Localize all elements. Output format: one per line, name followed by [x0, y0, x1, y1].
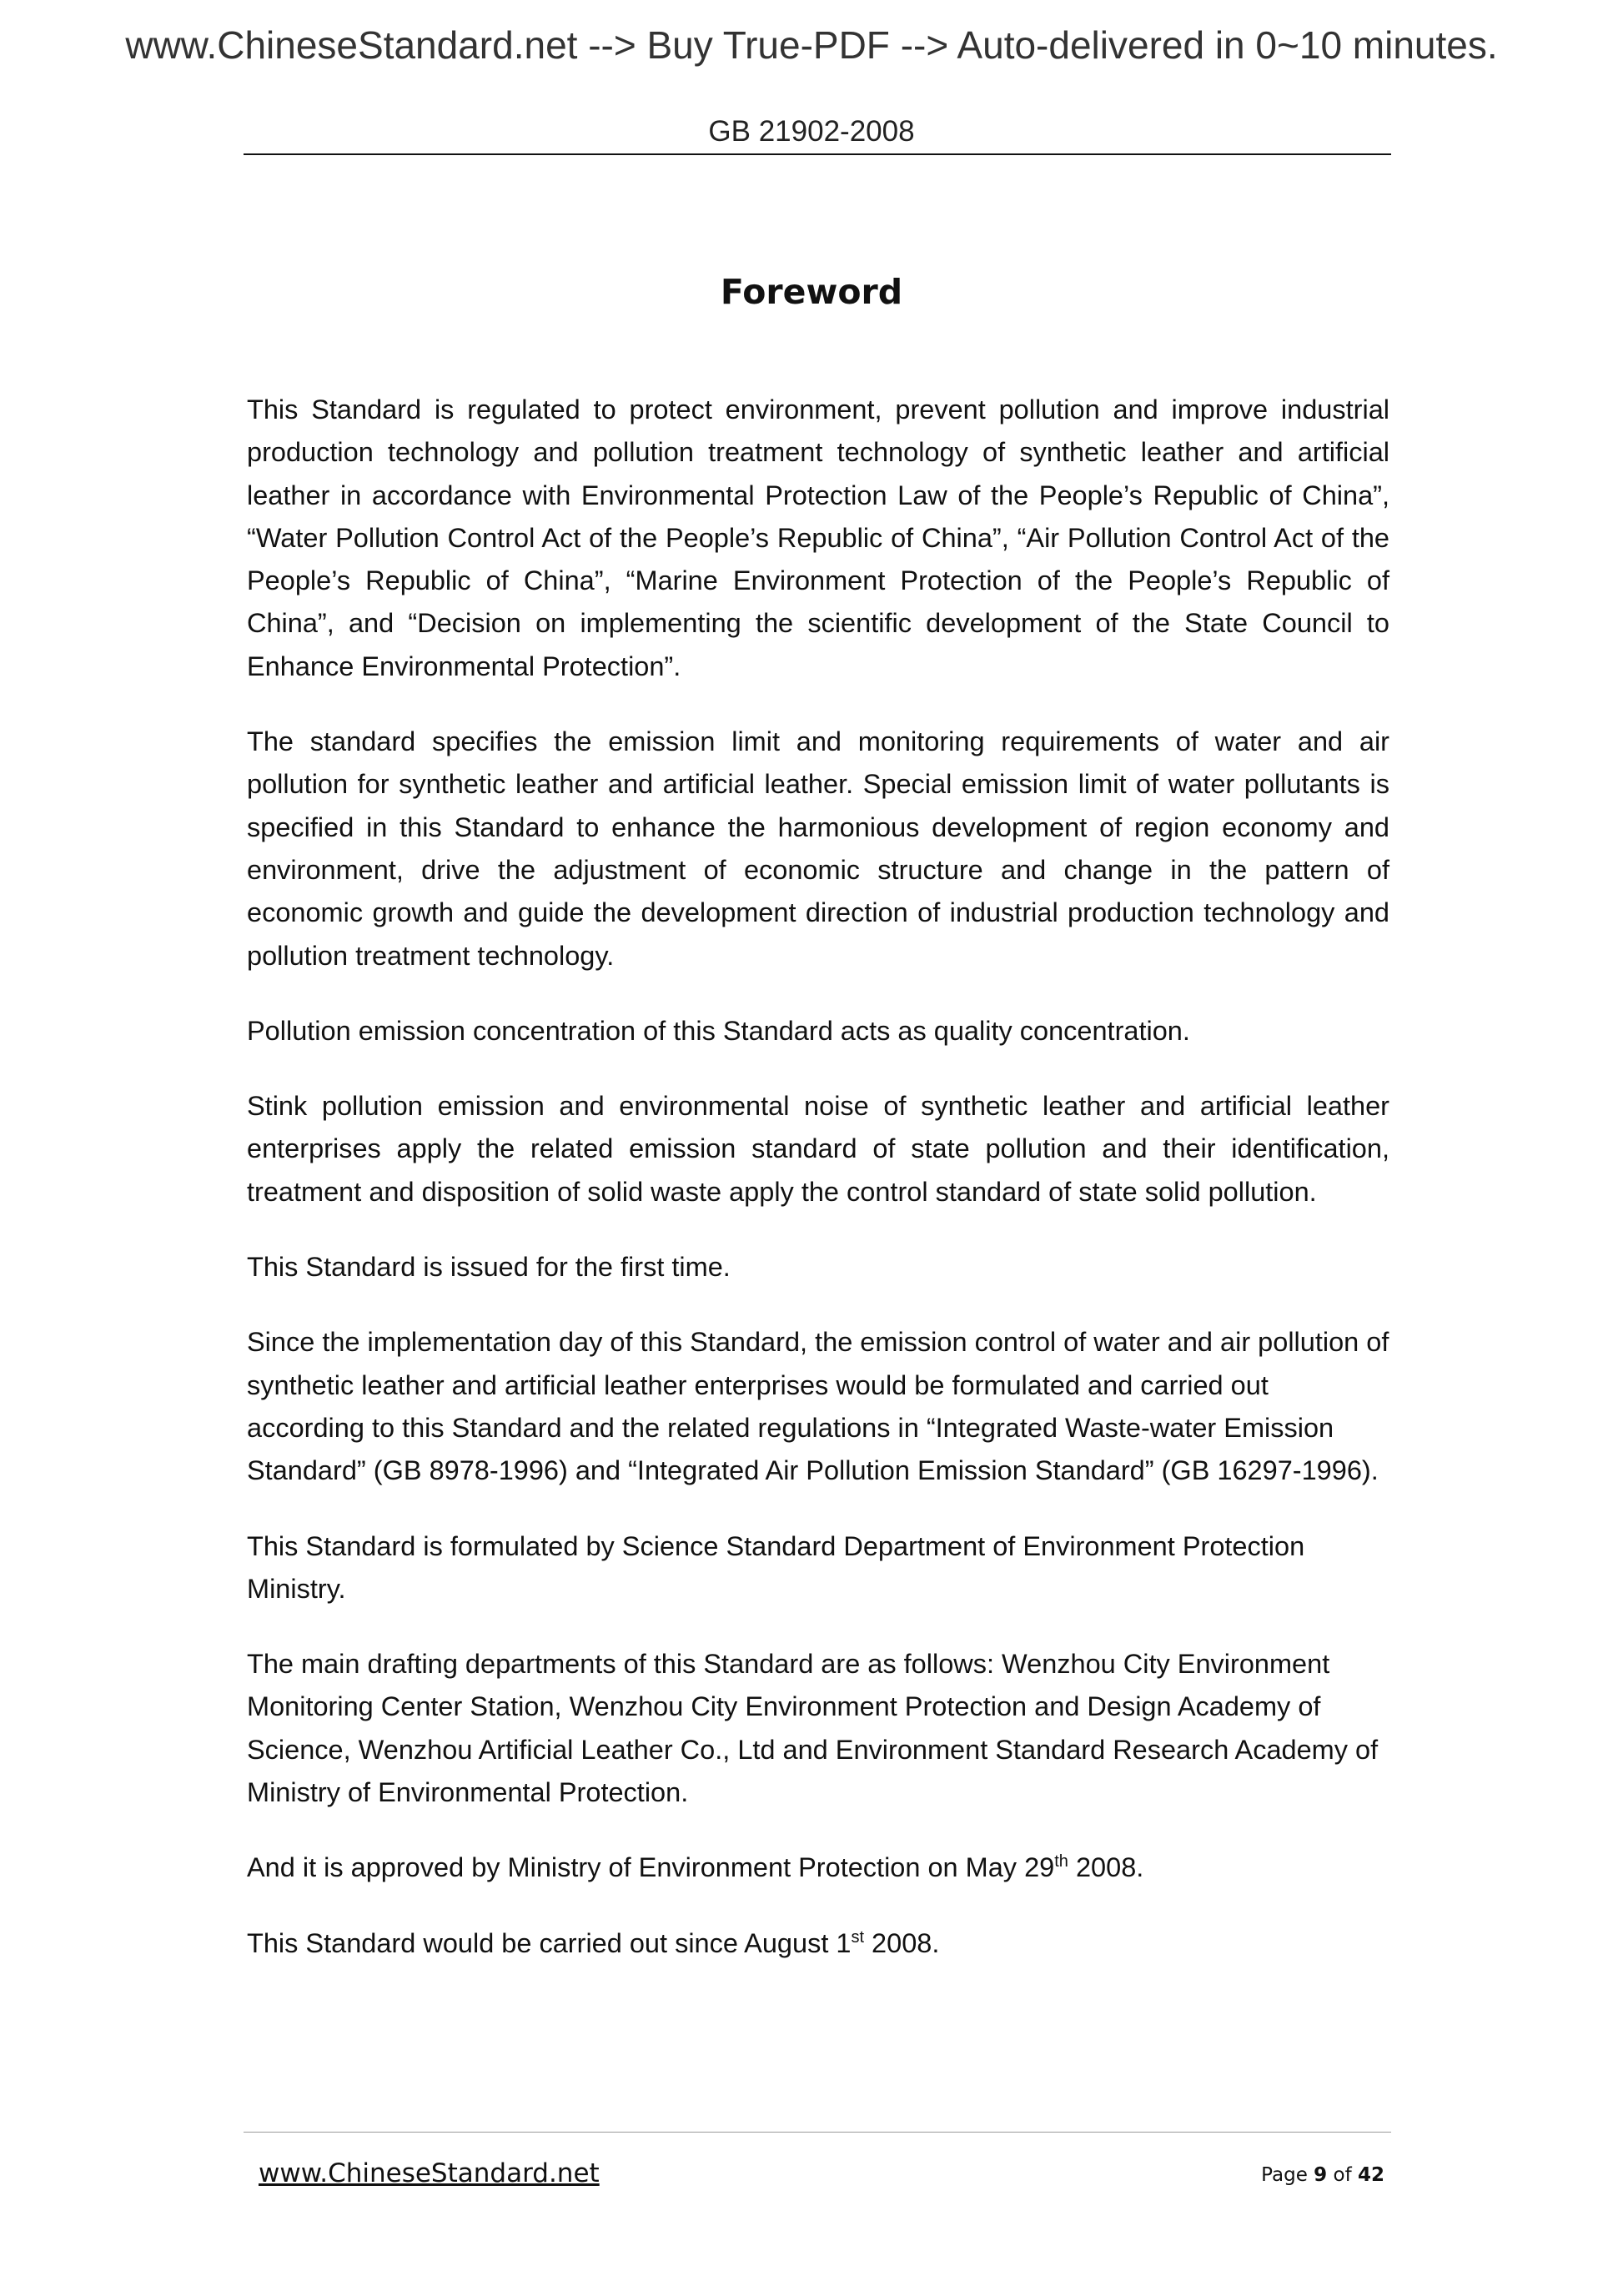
- page-current: 9: [1314, 2164, 1328, 2186]
- approval-ordinal: th: [1054, 1852, 1068, 1871]
- effective-ordinal: st: [851, 1927, 865, 1947]
- paragraph-implementation: Since the implementation day of this Standard, the emission control of water and air pollution of synthetic leather and artificial leather enterprises would be formulated and carried out according to this Standard and the related regulations in “Integrated Waste-water Emission Standard” (GB 8978-1996) and “Integrated Air Pollution Emission Standard” (GB 16297-1996).: [247, 1327, 1389, 1486]
- paragraph-concentration: Pollution emission concentration of this Standard acts as quality concentration.: [247, 1015, 1190, 1046]
- effective-text: This Standard would be carried out since August 1: [247, 1927, 852, 1958]
- footer-website-link[interactable]: www.ChineseStandard.net: [259, 2158, 600, 2188]
- paragraph-stink-noise: Stink pollution emission and environmental noise of synthetic leather and artificial leather enterprises apply the related emission standard of state pollution and their identification, treatment and disposition of solid waste apply the control standard of state solid pollution.: [247, 1091, 1389, 1207]
- approval-text: And it is approved by Ministry of Environment Protection on May 29: [247, 1852, 1055, 1883]
- approval-year: 2008.: [1068, 1852, 1144, 1883]
- site-banner: www.ChineseStandard.net --> Buy True-PDF --> Auto-delivered in 0~10 minutes.: [125, 23, 1498, 67]
- paragraph-effective-date: [247, 1922, 1389, 1965]
- paragraph-formulated-by: This Standard is formulated by Science Standard Department of Environment Protection Ministry.: [247, 1530, 1305, 1604]
- page-total: 42: [1357, 2164, 1384, 2186]
- standard-number: GB 21902-2008: [708, 115, 915, 148]
- page-number: [1261, 2162, 1384, 2188]
- header-divider: [244, 153, 1391, 155]
- page-of: of: [1327, 2164, 1358, 2186]
- page-title: Foreword: [720, 272, 903, 312]
- paragraph-first-issue: This Standard is issued for the first time.: [247, 1252, 731, 1283]
- paragraph-approval-date: [247, 1846, 1389, 1889]
- paragraph-scope: The standard specifies the emission limit and monitoring requirements of water and air pollution for synthetic leather and artificial leather. Special emission limit of water pollutants is specified in this Standard to enhance the harmonious development of region economy and environment, drive the adjustment of economic structure and change in the pattern of economic growth and guide the development direction of industrial production technology and pollution treatment technology.: [247, 726, 1389, 971]
- page-prefix: Page: [1261, 2164, 1314, 2186]
- document-body: [247, 389, 1389, 1997]
- paragraph-legal-basis: This Standard is regulated to protect environment, prevent pollution and improve industrial production technology and pollution treatment technology of synthetic leather and artificial leather in accordance with Environmental Protection Law of the People’s Republic of China”, “Water Pollution Control Act of the People’s Republic of China”, “Air Pollution Control Act of the People’s Republic of China”, “Marine Environment Protection of the People’s Republic of China”, and “Decision on implementing the scientific development of the State Council to Enhance Environmental Protection”.: [247, 394, 1389, 681]
- paragraph-drafting-departments: The main drafting departments of this Standard are as follows: Wenzhou City Environment Monitoring Center Station, Wenzhou City Environment Protection and Design Academy of Science, Wenzhou Artificial Leather Co., Ltd and Environment Standard Research Academy of Ministry of Environmental Protection.: [247, 1649, 1379, 1808]
- footer-divider: [244, 2132, 1391, 2133]
- effective-year: 2008.: [864, 1927, 940, 1958]
